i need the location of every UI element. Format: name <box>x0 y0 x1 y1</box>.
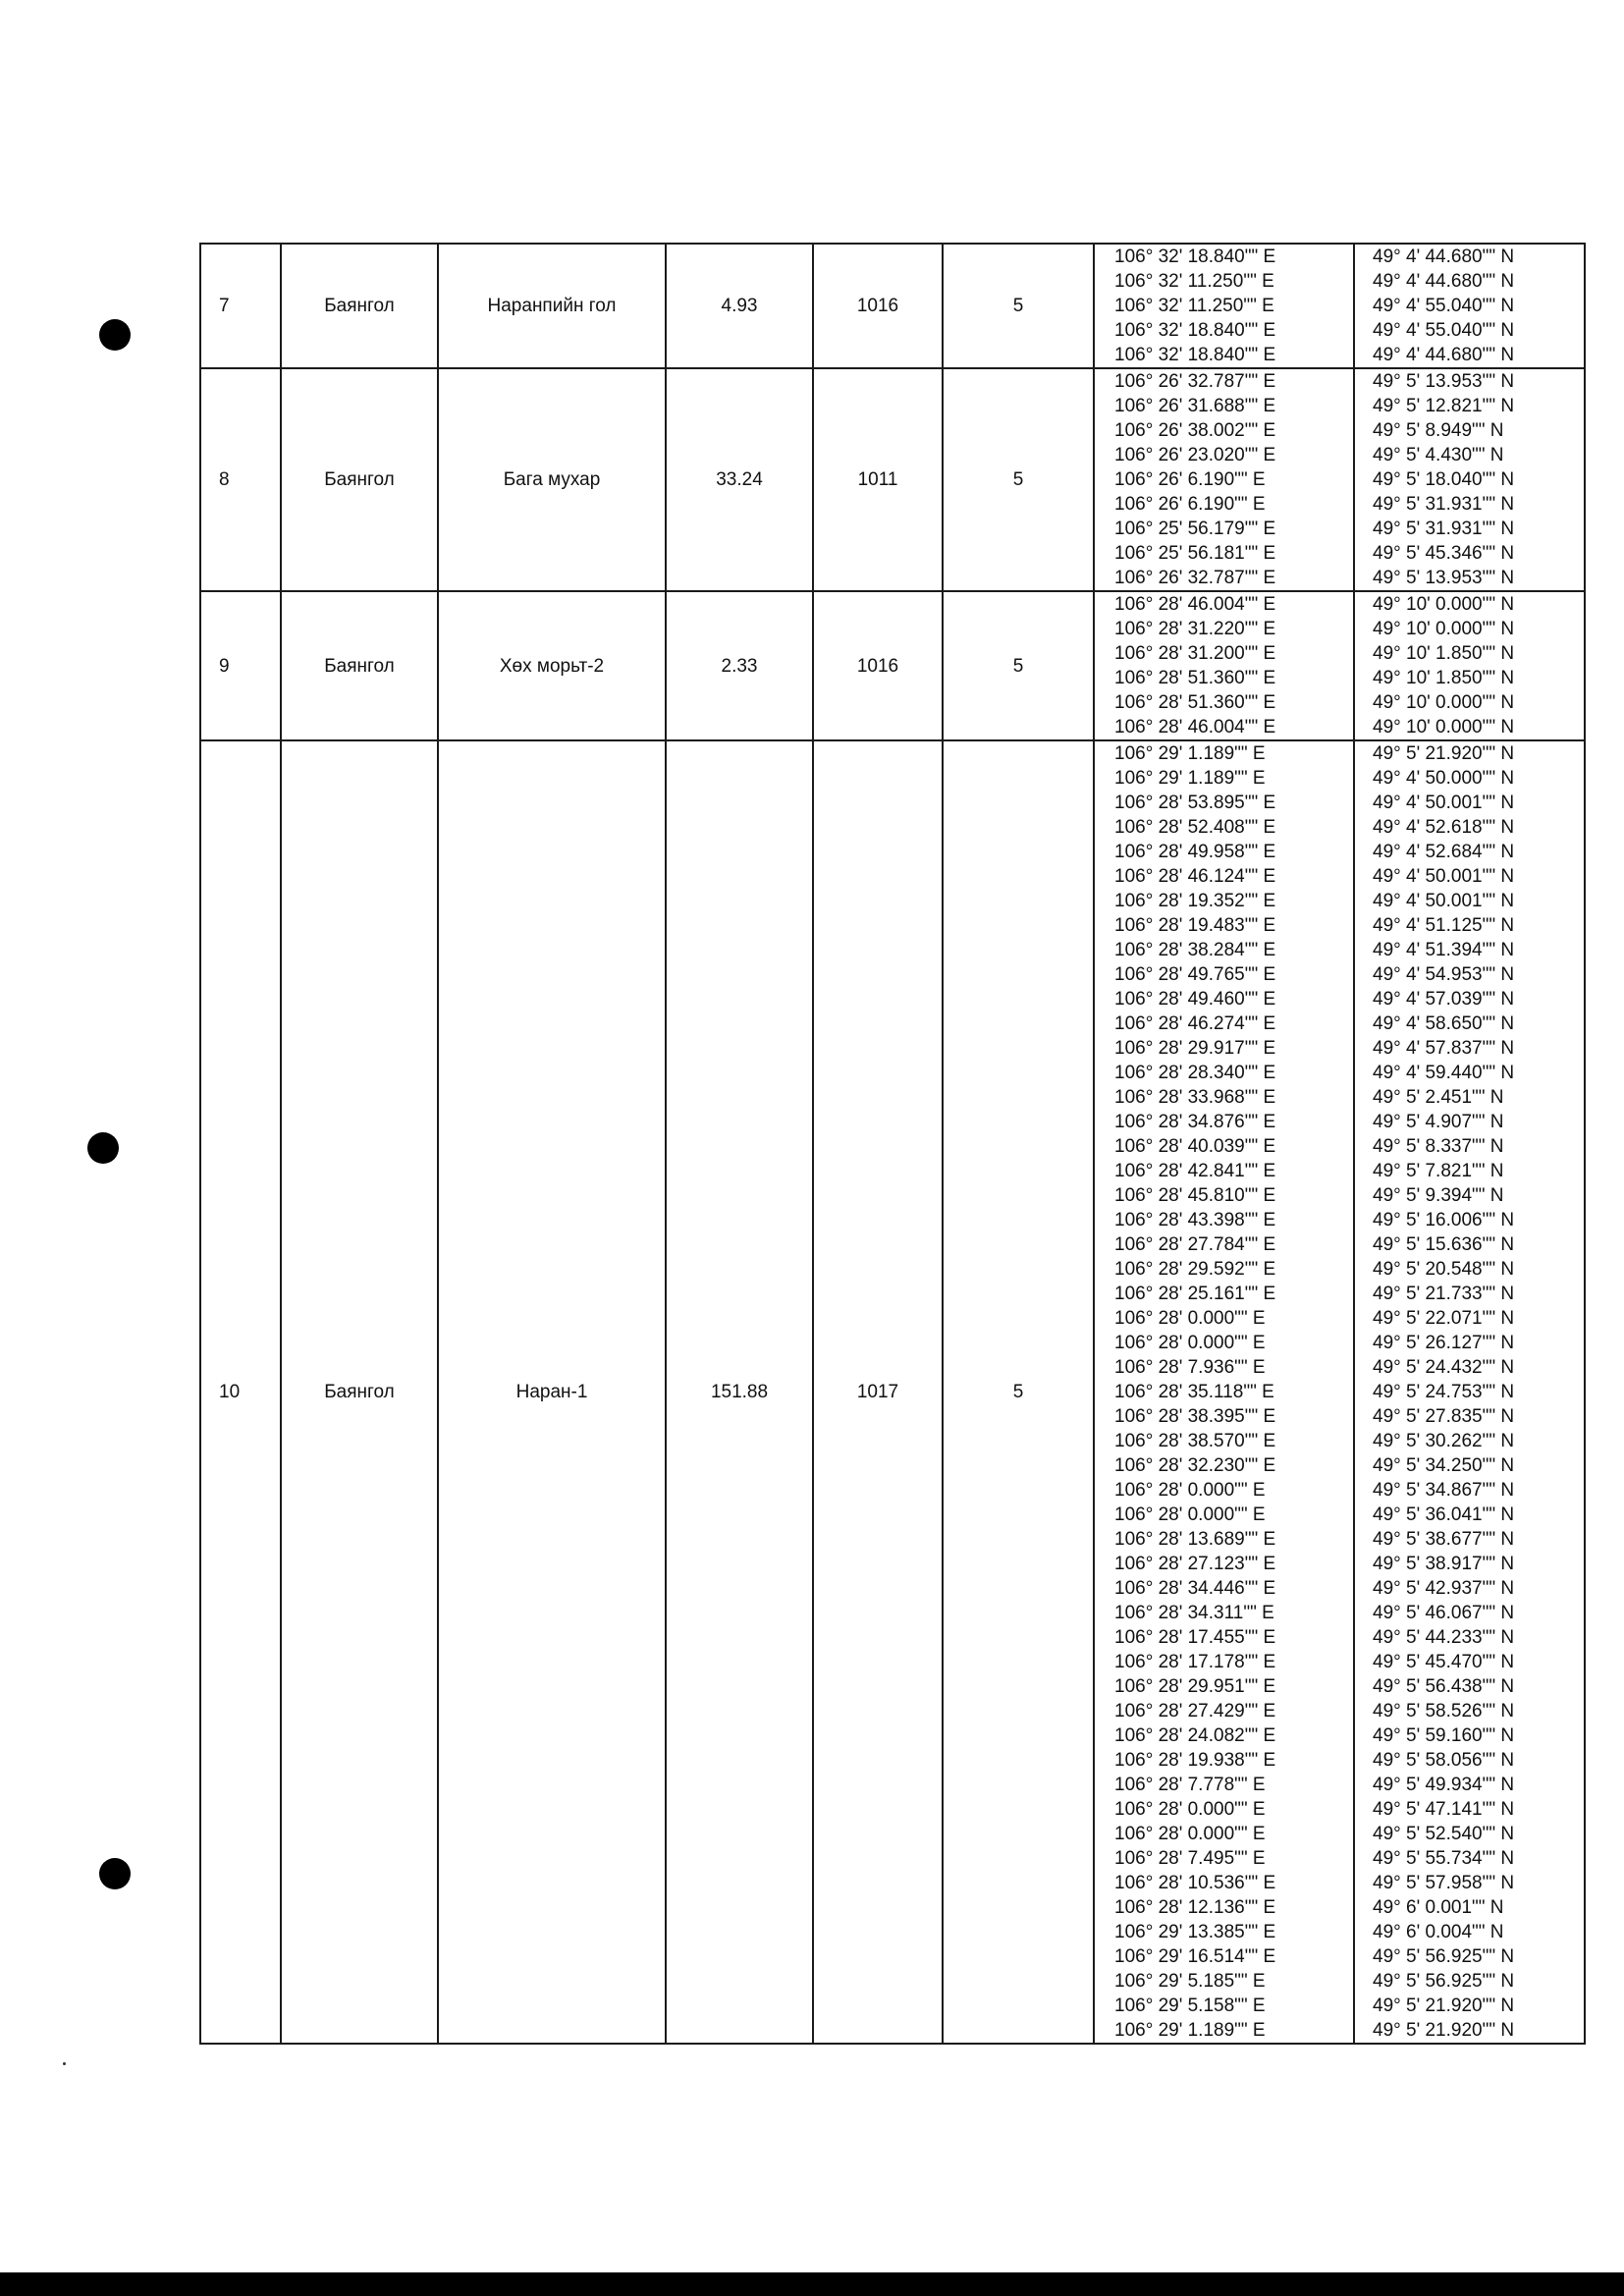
longitude-value: 106° 28' 24.082"" E <box>1114 1725 1276 1746</box>
longitude-value: 106° 26' 6.190"" E <box>1114 494 1266 515</box>
longitude-value: 106° 28' 53.895"" E <box>1114 793 1276 813</box>
latitude-value: 49° 4' 51.125"" N <box>1373 915 1515 936</box>
latitude-value: 49° 5' 52.540"" N <box>1373 1824 1515 1844</box>
latitude-value: 49° 5' 38.917"" N <box>1373 1554 1515 1574</box>
punch-hole-top <box>99 319 131 351</box>
longitude-value: 106° 28' 0.000"" E <box>1114 1799 1266 1820</box>
longitude-value: 106° 28' 12.136"" E <box>1114 1897 1276 1918</box>
row-number: 7 <box>200 244 281 368</box>
longitude-value: 106° 32' 11.250"" E <box>1114 296 1274 316</box>
latitude-value: 49° 4' 44.680"" N <box>1373 246 1515 267</box>
latitude-value: 49° 5' 24.432"" N <box>1373 1357 1515 1378</box>
longitude-value: 106° 32' 18.840"" E <box>1114 246 1276 267</box>
scan-edge-bar <box>0 2272 1624 2296</box>
longitude-value: 106° 28' 38.395"" E <box>1114 1406 1276 1427</box>
type-value: 5 <box>943 740 1094 2044</box>
latitude-value: 49° 5' 56.925"" N <box>1373 1946 1515 1967</box>
latitude-value: 49° 4' 57.837"" N <box>1373 1038 1515 1059</box>
longitude-value: 106° 28' 34.311"" E <box>1114 1603 1274 1623</box>
longitude-value: 106° 28' 19.352"" E <box>1114 891 1276 911</box>
longitude-value: 106° 28' 7.495"" E <box>1114 1848 1266 1869</box>
latitude-cell <box>1354 244 1585 368</box>
longitude-value: 106° 28' 45.810"" E <box>1114 1185 1276 1206</box>
longitude-value: 106° 29' 5.158"" E <box>1114 1995 1266 2016</box>
latitude-value: 49° 5' 22.071"" N <box>1373 1308 1515 1329</box>
longitude-value: 106° 28' 49.460"" E <box>1114 989 1276 1010</box>
latitude-value: 49° 5' 34.867"" N <box>1373 1480 1515 1501</box>
latitude-value: 49° 5' 16.006"" N <box>1373 1210 1515 1230</box>
latitude-value: 49° 5' 42.937"" N <box>1373 1578 1515 1599</box>
latitude-value: 49° 5' 4.907"" N <box>1373 1112 1504 1132</box>
longitude-value: 106° 29' 5.185"" E <box>1114 1971 1266 1992</box>
latitude-value: 49° 5' 47.141"" N <box>1373 1799 1515 1820</box>
latitude-value: 49° 5' 12.821"" N <box>1373 396 1515 416</box>
longitude-value: 106° 28' 31.220"" E <box>1114 619 1276 639</box>
latitude-value: 49° 10' 0.000"" N <box>1373 692 1515 713</box>
longitude-value: 106° 28' 0.000"" E <box>1114 1308 1266 1329</box>
code-value: 1017 <box>813 740 943 2044</box>
longitude-value: 106° 28' 34.446"" E <box>1114 1578 1276 1599</box>
latitude-value: 49° 5' 26.127"" N <box>1373 1333 1515 1353</box>
latitude-value: 49° 5' 2.451"" N <box>1373 1087 1504 1108</box>
soum-name: Баянгол <box>281 740 438 2044</box>
latitude-value: 49° 5' 56.438"" N <box>1373 1676 1515 1697</box>
longitude-value: 106° 28' 27.429"" E <box>1114 1701 1276 1722</box>
longitude-value: 106° 28' 13.689"" E <box>1114 1529 1276 1550</box>
soum-name: Баянгол <box>281 368 438 591</box>
longitude-value: 106° 28' 27.784"" E <box>1114 1234 1276 1255</box>
latitude-value: 49° 5' 15.636"" N <box>1373 1234 1515 1255</box>
longitude-value: 106° 28' 10.536"" E <box>1114 1873 1276 1893</box>
code-value: 1011 <box>813 368 943 591</box>
longitude-value: 106° 28' 52.408"" E <box>1114 817 1276 838</box>
latitude-value: 49° 5' 36.041"" N <box>1373 1504 1515 1525</box>
longitude-value: 106° 28' 17.455"" E <box>1114 1627 1276 1648</box>
code-value: 1016 <box>813 591 943 740</box>
latitude-value: 49° 5' 21.733"" N <box>1373 1284 1515 1304</box>
latitude-value: 49° 5' 18.040"" N <box>1373 469 1515 490</box>
longitude-value: 106° 29' 1.189"" E <box>1114 768 1266 789</box>
row-number: 9 <box>200 591 281 740</box>
longitude-value: 106° 28' 0.000"" E <box>1114 1824 1266 1844</box>
latitude-cell <box>1354 591 1585 740</box>
latitude-value: 49° 5' 7.821"" N <box>1373 1161 1504 1181</box>
area-value: 151.88 <box>666 740 813 2044</box>
punch-hole-bottom <box>99 1858 131 1889</box>
longitude-value: 106° 26' 23.020"" E <box>1114 445 1276 465</box>
latitude-value: 49° 5' 8.337"" N <box>1373 1136 1504 1157</box>
soum-name: Баянгол <box>281 244 438 368</box>
longitude-value: 106° 26' 32.787"" E <box>1114 371 1276 392</box>
area-value: 4.93 <box>666 244 813 368</box>
longitude-value: 106° 28' 19.938"" E <box>1114 1750 1276 1771</box>
longitude-value: 106° 29' 1.189"" E <box>1114 743 1266 764</box>
longitude-value: 106° 28' 49.765"" E <box>1114 964 1276 985</box>
table-body <box>200 244 1585 2044</box>
latitude-value: 49° 5' 46.067"" N <box>1373 1603 1515 1623</box>
longitude-value: 106° 28' 31.200"" E <box>1114 643 1276 664</box>
scan-speck <box>63 2062 66 2065</box>
latitude-value: 49° 4' 52.618"" N <box>1373 817 1515 838</box>
latitude-value: 49° 5' 4.430"" N <box>1373 445 1504 465</box>
latitude-value: 49° 5' 57.958"" N <box>1373 1873 1515 1893</box>
site-name: Наранпийн гол <box>438 244 666 368</box>
row-number: 8 <box>200 368 281 591</box>
longitude-value: 106° 28' 29.951"" E <box>1114 1676 1276 1697</box>
table-row <box>200 591 1585 740</box>
table-row <box>200 368 1585 591</box>
latitude-value: 49° 5' 8.949"" N <box>1373 420 1504 441</box>
latitude-value: 49° 5' 21.920"" N <box>1373 743 1515 764</box>
longitude-value: 106° 29' 16.514"" E <box>1114 1946 1276 1967</box>
longitude-value: 106° 28' 0.000"" E <box>1114 1504 1266 1525</box>
longitude-value: 106° 29' 1.189"" E <box>1114 2020 1266 2041</box>
coordinates-table <box>199 243 1586 2045</box>
longitude-value: 106° 28' 7.778"" E <box>1114 1775 1266 1795</box>
longitude-value: 106° 28' 29.917"" E <box>1114 1038 1276 1059</box>
latitude-value: 49° 10' 1.850"" N <box>1373 668 1515 688</box>
latitude-value: 49° 4' 50.001"" N <box>1373 793 1515 813</box>
longitude-value: 106° 28' 19.483"" E <box>1114 915 1276 936</box>
longitude-value: 106° 29' 13.385"" E <box>1114 1922 1276 1942</box>
type-value: 5 <box>943 591 1094 740</box>
longitude-value: 106° 26' 32.787"" E <box>1114 568 1276 588</box>
longitude-cell <box>1094 244 1354 368</box>
longitude-value: 106° 28' 46.004"" E <box>1114 594 1276 615</box>
longitude-cell <box>1094 591 1354 740</box>
longitude-value: 106° 28' 25.161"" E <box>1114 1284 1276 1304</box>
longitude-value: 106° 28' 34.876"" E <box>1114 1112 1276 1132</box>
latitude-value: 49° 5' 56.925"" N <box>1373 1971 1515 1992</box>
longitude-value: 106° 32' 11.250"" E <box>1114 271 1274 292</box>
site-name: Хөх морьт-2 <box>438 591 666 740</box>
latitude-value: 49° 10' 0.000"" N <box>1373 594 1515 615</box>
longitude-value: 106° 28' 51.360"" E <box>1114 668 1276 688</box>
site-name: Наран-1 <box>438 740 666 2044</box>
longitude-value: 106° 25' 56.179"" E <box>1114 519 1276 539</box>
latitude-value: 49° 5' 24.753"" N <box>1373 1382 1515 1402</box>
latitude-value: 49° 4' 50.000"" N <box>1373 768 1515 789</box>
latitude-value: 49° 5' 20.548"" N <box>1373 1259 1515 1280</box>
longitude-value: 106° 28' 40.039"" E <box>1114 1136 1276 1157</box>
latitude-cell <box>1354 740 1585 2044</box>
latitude-value: 49° 5' 44.233"" N <box>1373 1627 1515 1648</box>
latitude-value: 49° 5' 21.920"" N <box>1373 1995 1515 2016</box>
table-row <box>200 740 1585 2044</box>
longitude-value: 106° 28' 32.230"" E <box>1114 1455 1276 1476</box>
latitude-value: 49° 5' 21.920"" N <box>1373 2020 1515 2041</box>
longitude-value: 106° 26' 38.002"" E <box>1114 420 1276 441</box>
latitude-value: 49° 5' 13.953"" N <box>1373 568 1515 588</box>
latitude-value: 49° 4' 58.650"" N <box>1373 1013 1515 1034</box>
longitude-value: 106° 28' 38.284"" E <box>1114 940 1276 960</box>
latitude-value: 49° 5' 58.526"" N <box>1373 1701 1515 1722</box>
type-value: 5 <box>943 368 1094 591</box>
longitude-value: 106° 28' 46.124"" E <box>1114 866 1276 887</box>
latitude-value: 49° 5' 55.734"" N <box>1373 1848 1515 1869</box>
latitude-value: 49° 5' 49.934"" N <box>1373 1775 1515 1795</box>
longitude-value: 106° 28' 43.398"" E <box>1114 1210 1276 1230</box>
longitude-value: 106° 28' 0.000"" E <box>1114 1333 1266 1353</box>
latitude-value: 49° 4' 51.394"" N <box>1373 940 1515 960</box>
latitude-value: 49° 5' 45.470"" N <box>1373 1652 1515 1672</box>
latitude-value: 49° 5' 31.931"" N <box>1373 494 1515 515</box>
latitude-value: 49° 5' 30.262"" N <box>1373 1431 1515 1451</box>
latitude-value: 49° 5' 58.056"" N <box>1373 1750 1515 1771</box>
latitude-value: 49° 5' 27.835"" N <box>1373 1406 1515 1427</box>
row-number: 10 <box>200 740 281 2044</box>
longitude-value: 106° 28' 38.570"" E <box>1114 1431 1276 1451</box>
longitude-value: 106° 28' 28.340"" E <box>1114 1063 1276 1083</box>
latitude-value: 49° 4' 52.684"" N <box>1373 842 1515 862</box>
longitude-value: 106° 28' 7.936"" E <box>1114 1357 1266 1378</box>
longitude-value: 106° 32' 18.840"" E <box>1114 320 1276 341</box>
longitude-value: 106° 28' 33.968"" E <box>1114 1087 1276 1108</box>
longitude-value: 106° 26' 31.688"" E <box>1114 396 1276 416</box>
latitude-value: 49° 5' 59.160"" N <box>1373 1725 1515 1746</box>
latitude-value: 49° 4' 55.040"" N <box>1373 320 1515 341</box>
longitude-value: 106° 28' 35.118"" E <box>1114 1382 1274 1402</box>
latitude-value: 49° 6' 0.001"" N <box>1373 1897 1504 1918</box>
longitude-value: 106° 28' 42.841"" E <box>1114 1161 1276 1181</box>
latitude-value: 49° 6' 0.004"" N <box>1373 1922 1504 1942</box>
longitude-value: 106° 28' 0.000"" E <box>1114 1480 1266 1501</box>
area-value: 2.33 <box>666 591 813 740</box>
longitude-value: 106° 26' 6.190"" E <box>1114 469 1266 490</box>
longitude-value: 106° 28' 29.592"" E <box>1114 1259 1276 1280</box>
site-name: Бага мухар <box>438 368 666 591</box>
longitude-cell <box>1094 368 1354 591</box>
latitude-value: 49° 5' 31.931"" N <box>1373 519 1515 539</box>
latitude-value: 49° 5' 9.394"" N <box>1373 1185 1504 1206</box>
latitude-value: 49° 4' 44.680"" N <box>1373 345 1515 365</box>
punch-hole-middle <box>87 1132 119 1164</box>
latitude-value: 49° 10' 0.000"" N <box>1373 717 1515 738</box>
latitude-value: 49° 5' 34.250"" N <box>1373 1455 1515 1476</box>
soum-name: Баянгол <box>281 591 438 740</box>
longitude-value: 106° 28' 46.004"" E <box>1114 717 1276 738</box>
latitude-value: 49° 4' 54.953"" N <box>1373 964 1515 985</box>
longitude-value: 106° 28' 51.360"" E <box>1114 692 1276 713</box>
latitude-value: 49° 4' 59.440"" N <box>1373 1063 1515 1083</box>
longitude-value: 106° 25' 56.181"" E <box>1114 543 1276 564</box>
latitude-value: 49° 4' 50.001"" N <box>1373 866 1515 887</box>
longitude-value: 106° 32' 18.840"" E <box>1114 345 1276 365</box>
latitude-value: 49° 4' 44.680"" N <box>1373 271 1515 292</box>
longitude-value: 106° 28' 17.178"" E <box>1114 1652 1276 1672</box>
table-row <box>200 244 1585 368</box>
area-value: 33.24 <box>666 368 813 591</box>
latitude-value: 49° 5' 45.346"" N <box>1373 543 1515 564</box>
latitude-value: 49° 4' 57.039"" N <box>1373 989 1515 1010</box>
type-value: 5 <box>943 244 1094 368</box>
latitude-value: 49° 4' 55.040"" N <box>1373 296 1515 316</box>
longitude-value: 106° 28' 46.274"" E <box>1114 1013 1276 1034</box>
latitude-value: 49° 4' 50.001"" N <box>1373 891 1515 911</box>
latitude-value: 49° 10' 1.850"" N <box>1373 643 1515 664</box>
longitude-value: 106° 28' 27.123"" E <box>1114 1554 1276 1574</box>
longitude-cell <box>1094 740 1354 2044</box>
latitude-value: 49° 5' 13.953"" N <box>1373 371 1515 392</box>
latitude-cell <box>1354 368 1585 591</box>
latitude-value: 49° 5' 38.677"" N <box>1373 1529 1515 1550</box>
longitude-value: 106° 28' 49.958"" E <box>1114 842 1276 862</box>
latitude-value: 49° 10' 0.000"" N <box>1373 619 1515 639</box>
code-value: 1016 <box>813 244 943 368</box>
